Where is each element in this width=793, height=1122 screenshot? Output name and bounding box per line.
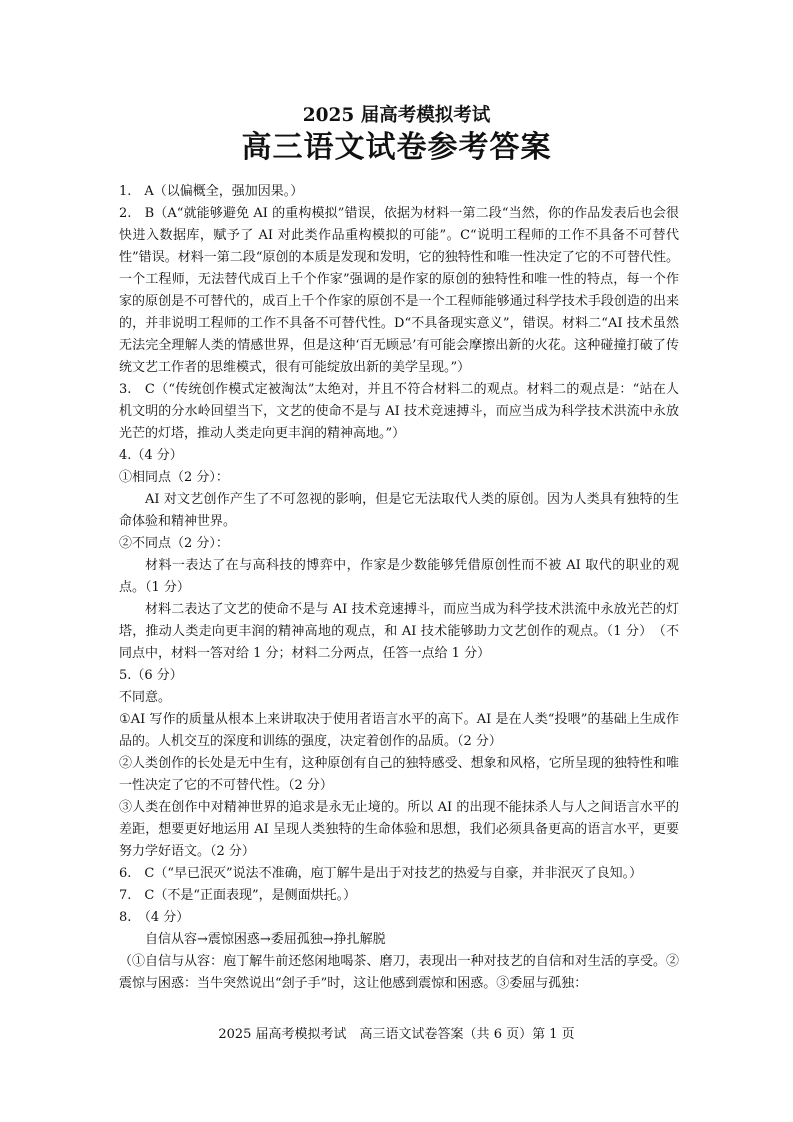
- answer-q5-point2: ②人类创作的长处是无中生有，这种原创有自己的独特感受、想象和风格，它所呈现的独特性和唯一性决定了它的不可替代性。（2 分）: [119, 756, 679, 793]
- document-title: 高三语文试卷参考答案: [241, 130, 552, 165]
- answer-body: [119, 181, 679, 995]
- answer-q4-diff-text1: 材料一表达了在与高科技的博弈中，作家是少数能够凭借原创性而不被 AI 取代的职业的观点。（1 分）: [119, 558, 679, 595]
- answer-q8-detail: （①自信与从容：庖丁解牛前还悠闲地喝茶、磨刀，表现出一种对技艺的自信和对生活的享受。②震惊与困惑：当牛突然说出“刽子手”时，这让他感到震惊和困惑。③委屈与孤独：: [119, 954, 679, 991]
- answer-q4-diff-text2: 材料二表达了文艺的使命不是与 AI 技术竞速搏斗，而应当成为科学技术洪流中永放光芒的灯塔，推动人类走向更丰润的精神高地的观点，和 AI 技术能够助力文艺创作的观点。（1 分） （不同点中，材料一答对给 1 分；材料二分两点，任答一点给 1 分）: [119, 602, 679, 661]
- answer-q6: 6. C（“早已泯灭”说法不准确，庖丁解牛是出于对技艺的热爱与自豪，并非泯灭了良知。）: [119, 866, 643, 881]
- exam-title: 2025 届高考模拟考试: [302, 105, 491, 126]
- answer-q3: 3. C（“传统创作模式定被淘汰”太绝对，并且不符合材料二的观点。材料二的观点是：“站在人机文明的分水岭回望当下，文艺的使命不是与 AI 技术竞速搏斗，而应当成为科学技术洪流中永放光芒的灯塔，推动人类走向更丰润的精神高地。”）: [119, 382, 679, 441]
- answer-q4-diff-label: ②不同点（2 分）：: [119, 536, 229, 551]
- answer-q4-heading: 4.（4 分）: [119, 448, 183, 463]
- answer-q7: 7. C（不是“正面表现”，是侧面烘托。）: [119, 888, 357, 903]
- answer-q5-heading: 5.（6 分）: [119, 668, 183, 683]
- answer-q1: 1. A（以偏概全，强加因果。）: [119, 184, 304, 199]
- answer-q8-chain: 自信从容→震惊困惑→委屈孤独→挣扎解脱: [145, 932, 386, 947]
- answer-q5-point1: ①AI 写作的质量从根本上来讲取决于使用者语言水平的高下。AI 是在人类“投喂”的基础上生成作品的。人机交互的深度和训练的强度，决定着创作的品质。（2 分）: [119, 712, 679, 749]
- answer-q4-same-text: AI 对文艺创作产生了不可忽视的影响，但是它无法取代人类的原创。因为人类具有独特的生命体验和精神世界。: [119, 492, 679, 529]
- answer-q4-same-label: ①相同点（2 分）：: [119, 470, 229, 485]
- answer-q5-stance: 不同意。: [119, 690, 172, 705]
- answer-q2: 2. B（A“就能够避免 AI 的重构模拟”错误，依据为材料一第二段“当然，你的作品发表后也会很快进入数据库，赋予了 AI 对此类作品重构模拟的可能”。C“说明工程师的工作不具备不可替代性”错误。材料一第二段“原创的本质是发现和发明，它的独特性和唯一性决定了它的不可替代性。一个工程师，无法替代成百上千个作家”强调的是作家的原创的独特性和唯一性的特点，每一个作家的原创是不可替代的，成百上千个作家的原创不是一个工程师能够通过科学技术手段创造的出来的，并非说明工程师的工作不具备不可替代性。D“不具备现实意义”，错误。材料二“AI 技术虽然无法完全理解人类的情感世界，但是这种‘百无顾忌’有可能会摩擦出新的火花。这种碰撞打破了传统文艺工作者的思维模式，很有可能绽放出新的美学呈现。”）: [119, 206, 679, 375]
- page-footer: 2025 届高考模拟考试 高三语文试卷答案（共 6 页）第 1 页: [218, 1027, 575, 1042]
- answer-q8-heading: 8. （4 分）: [119, 910, 190, 925]
- answer-q5-point3: ③人类在创作中对精神世界的追求是永无止境的。所以 AI 的出现不能抹杀人与人之间语言水平的差距，想要更好地运用 AI 呈现人类独特的生命体验和思想，我们必须具备更高的语言水平，更要努力学好语文。（2 分）: [119, 800, 679, 859]
